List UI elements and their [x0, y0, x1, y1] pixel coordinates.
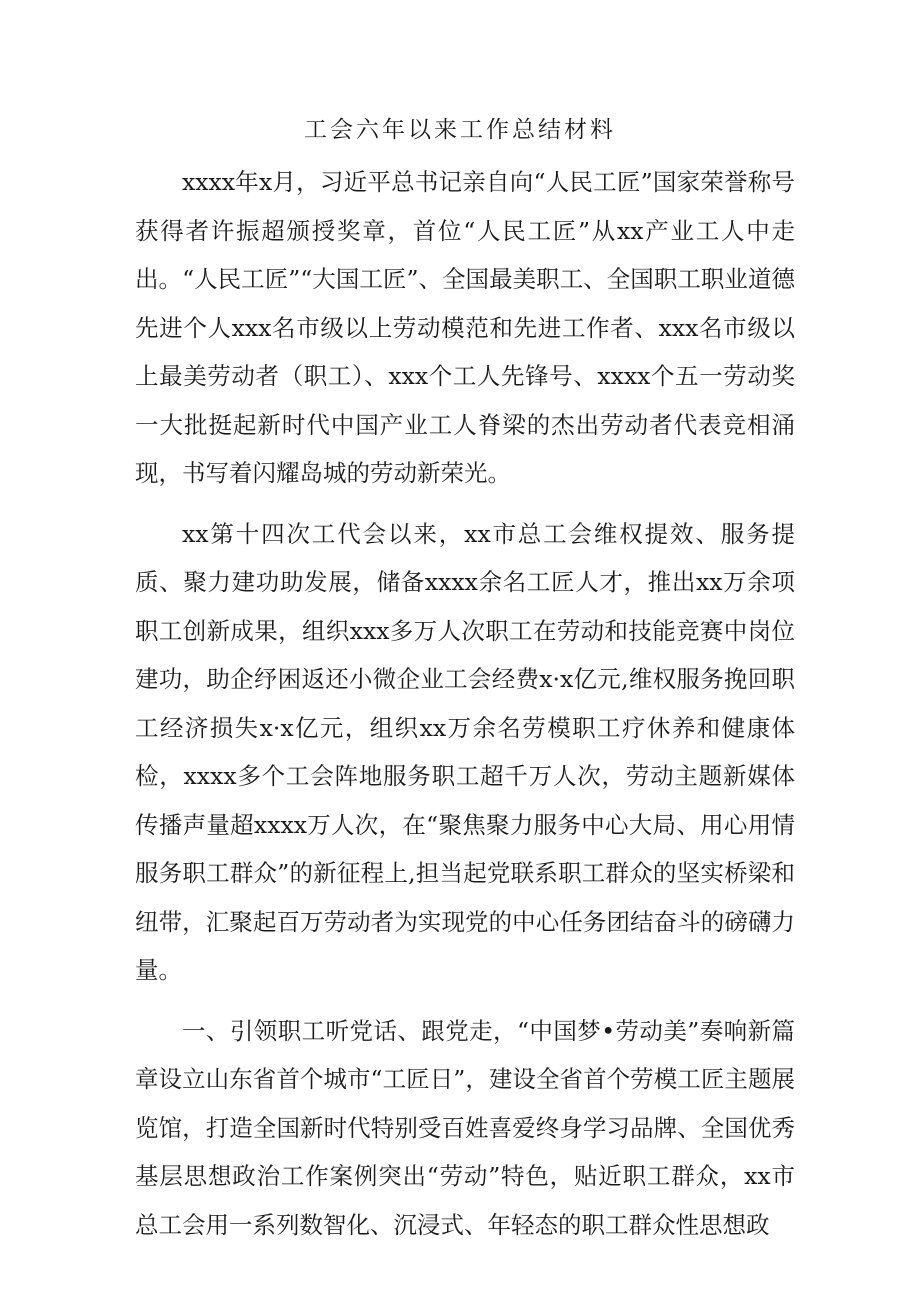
document-title: 工会六年以来工作总结材料: [304, 117, 616, 143]
paragraph-section-one: 一、引领职工听党话、跟党走，“中国梦•劳动美”奏响新篇章设立山东省首个城市“工匠日”，建设全省首个劳模工匠主题展览馆，打造全国新时代特别受百姓喜爱终身学习品牌、全国优秀基层思想政治工作案例突出“劳动”特色，贴近职工群众，xx市总工会用一系列数智化、沉浸式、年轻态的职工群众性思想政: [135, 1016, 795, 1239]
paragraph-intro: xxxx年x月，习近平总书记亲自向“人民工匠”国家荣誉称号获得者许振超颁授奖章，首位“人民工匠”从xx产业工人中走出。“人民工匠”“大国工匠”、全国最美职工、全国职工职业道德先进个人xxx名市级以上劳动模范和先进工作者、xxx名市级以上最美劳动者（职工）、xxx个工人先锋号、xxxx个五一劳动奖一大批挺起新时代中国产业工人脊梁的杰出劳动者代表竞相涌现，书写着闪耀岛城的劳动新荣光。: [135, 168, 795, 487]
document-body: [135, 158, 795, 1261]
paragraph-achievements: xx第十四次工代会以来，xx市总工会维权提效、服务提质、聚力建功助发展，储备xxxx余名工匠人才，推出xx万余项职工创新成果，组织xxx多万人次职工在劳动和技能竞赛中岗位建功，助企纾困返还小微企业工会经费x·x亿元,维权服务挽回职工经济损失x·x亿元，组织xx万余名劳模职工疗休养和健康体检，xxxx多个工会阵地服务职工超千万人次，劳动主题新媒体传播声量超xxxx万人次，在“聚焦聚力服务中心大局、用心用情服务职工群众”的新征程上,担当起党联系职工群众的坚实桥梁和纽带，汇聚起百万劳动者为实现党的中心任务团结奋斗的磅礴力量。: [135, 519, 795, 984]
